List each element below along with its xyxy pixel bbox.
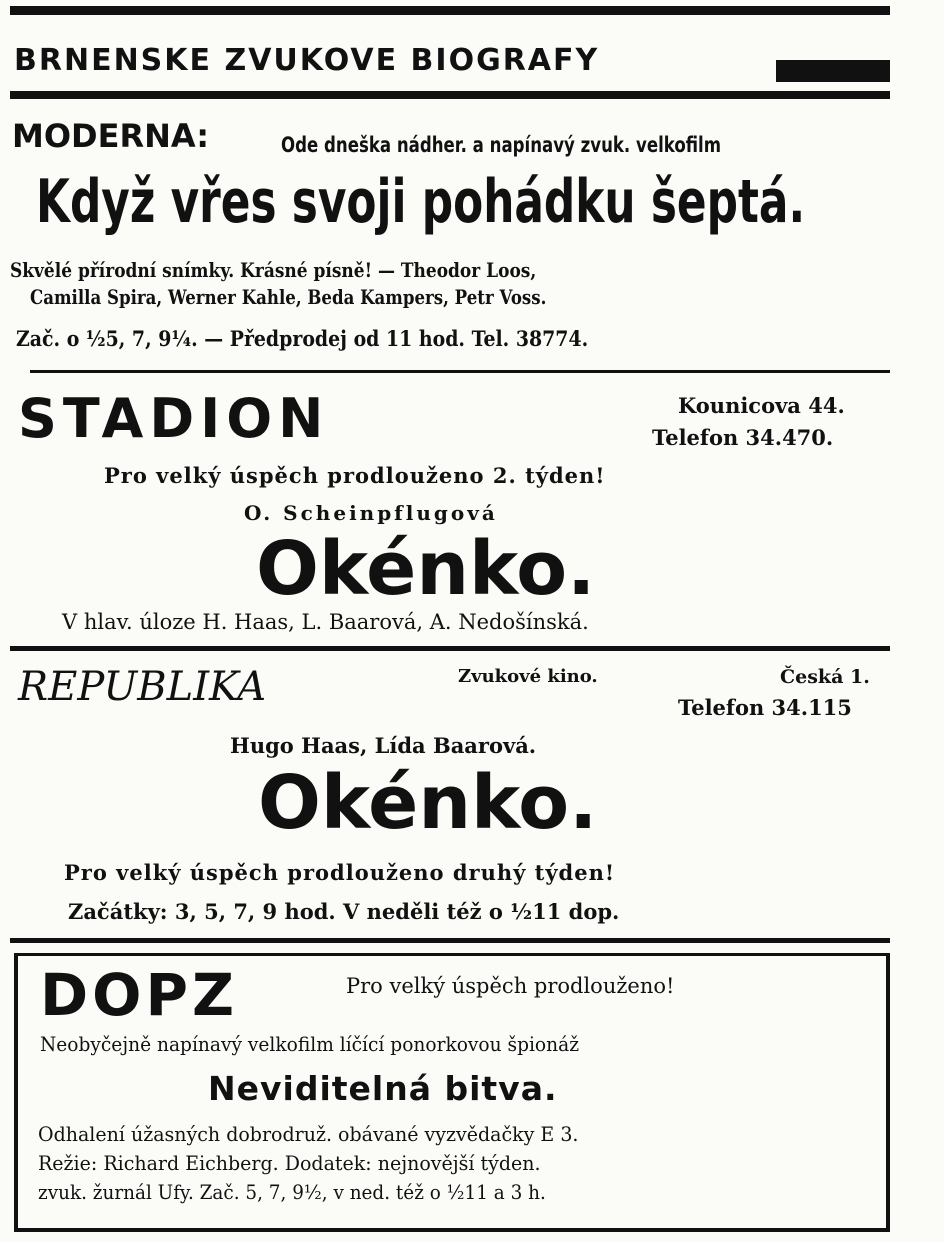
top-rule <box>10 6 890 15</box>
dopz-desc-line1: Odhalení úžasných dobrodruž. obávané vyzvědačky E 3. <box>38 1122 579 1146</box>
republika-phone: Telefon 34.115 <box>678 695 852 720</box>
dopz-desc-line2: Režie: Richard Eichberg. Dodatek: nejnovější týden. <box>38 1151 541 1175</box>
dopz-desc-line3: zvuk. žurnál Ufy. Zač. 5, 7, 9½, v ned. též o ½11 a 3 h. <box>38 1180 546 1204</box>
republika-name: REPUBLIKA <box>18 664 267 710</box>
republika-address: Česká 1. <box>780 666 870 688</box>
moderna-schedule: Zač. o ½5, 7, 9¼. — Předprodej od 11 hod. Tel. 38774. <box>16 326 589 351</box>
stadion-address: Kounicova 44. <box>678 393 845 418</box>
stadion-star: O. Scheinpflugová <box>244 501 498 525</box>
stadion-phone: Telefon 34.470. <box>652 425 834 450</box>
moderna-cast-line2: Camilla Spira, Werner Kahle, Beda Kampers, Petr Voss. <box>30 285 547 309</box>
dopz-tagline: Neobyčejně napínavý velkofilm líčící ponorkovou špionáž <box>40 1032 579 1056</box>
header-black-bar <box>776 60 890 82</box>
republika-extended: Pro velký úspěch prodlouženo druhý týden! <box>64 860 616 885</box>
dopz-name: DOPZ <box>40 961 239 1029</box>
divider-2 <box>10 646 890 651</box>
stadion-film-title: Okénko. <box>256 526 596 612</box>
moderna-name: MODERNA: <box>12 117 210 155</box>
stadion-cast: V hlav. úloze H. Haas, L. Baarová, A. Nedošínská. <box>62 610 589 634</box>
divider-1 <box>30 370 890 373</box>
dopz-extended: Pro velký úspěch prodlouženo! <box>346 974 675 998</box>
header-underline <box>10 91 890 99</box>
republika-film-title: Okénko. <box>258 760 598 846</box>
dopz-film-title: Neviditelná bitva. <box>208 1069 558 1108</box>
stadion-name: STADION <box>18 387 330 450</box>
republika-schedule: Začátky: 3, 5, 7, 9 hod. V neděli též o ½11 dop. <box>68 899 620 924</box>
section-header-title: BRNENSKE ZVUKOVE BIOGRAFY <box>14 43 600 78</box>
stadion-extended: Pro velký úspěch prodlouženo 2. týden! <box>104 463 606 488</box>
divider-3 <box>10 938 890 943</box>
moderna-film-title: Když vřes svoji pohádku šeptá. <box>36 167 806 237</box>
republika-kind: Zvukové kino. <box>458 666 598 687</box>
republika-stars: Hugo Haas, Lída Baarová. <box>230 733 537 758</box>
moderna-cast-line1: Skvělé přírodní snímky. Krásné písně! — Theodor Loos, <box>10 258 537 282</box>
moderna-tagline: Ode dneška nádher. a napínavý zvuk. velkofilm <box>281 133 722 157</box>
